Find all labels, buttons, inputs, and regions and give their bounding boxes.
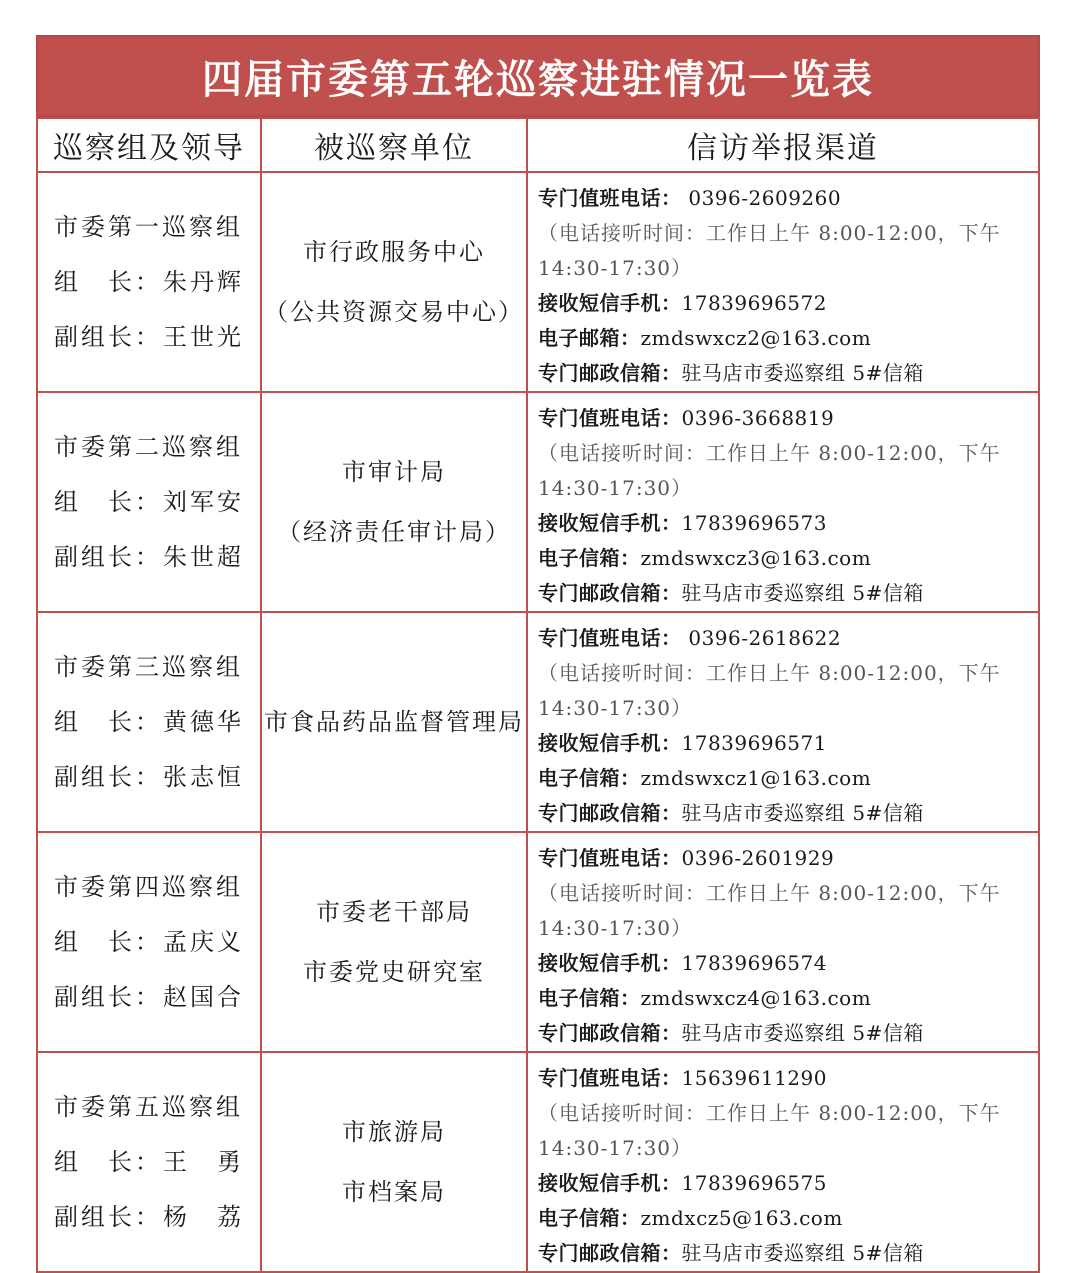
group-name: 市委第五巡察组 bbox=[54, 1092, 243, 1121]
sms-label: 接收短信手机： bbox=[538, 291, 682, 315]
deputy-label: 副组长： bbox=[54, 542, 162, 571]
inspection-table-sheet bbox=[36, 35, 1040, 1273]
table-row bbox=[37, 172, 1039, 392]
email-line bbox=[538, 981, 1030, 1016]
header-channels: 信访举报渠道 bbox=[527, 118, 1039, 172]
leader-label: 组 长： bbox=[54, 267, 162, 296]
deputy-label: 副组长： bbox=[54, 762, 162, 791]
leader-cell bbox=[37, 172, 261, 392]
leader-name: 朱丹辉 bbox=[163, 267, 244, 296]
deputy-name: 杨 荔 bbox=[163, 1202, 244, 1231]
phone-line bbox=[538, 401, 1030, 436]
channel-cell bbox=[527, 832, 1039, 1052]
phone-line bbox=[538, 1061, 1030, 1096]
phone-number: 0396-2618622 bbox=[681, 626, 842, 650]
sms-number: 17839696572 bbox=[681, 291, 827, 315]
deputy-label: 副组长： bbox=[54, 982, 162, 1011]
sms-line bbox=[538, 506, 1030, 541]
mailbox-label: 专门邮政信箱： bbox=[538, 1241, 682, 1265]
hours-line-2: 14:30-17:30） bbox=[538, 1136, 693, 1160]
table-row bbox=[37, 392, 1039, 612]
channel-cell bbox=[527, 172, 1039, 392]
mailbox-label: 专门邮政信箱： bbox=[538, 361, 682, 385]
deputy-label: 副组长： bbox=[54, 322, 162, 351]
mailbox-line bbox=[538, 796, 1030, 831]
mailbox-line bbox=[538, 1016, 1030, 1051]
sms-label: 接收短信手机： bbox=[538, 731, 682, 755]
table-row bbox=[37, 612, 1039, 832]
email-line bbox=[538, 761, 1030, 796]
mailbox-label: 专门邮政信箱： bbox=[538, 801, 682, 825]
sms-number: 17839696571 bbox=[681, 731, 827, 755]
leader-line bbox=[38, 915, 260, 970]
mailbox-address: 驻马店市委巡察组 5#信箱 bbox=[681, 361, 924, 385]
unit-name: 市旅游局 bbox=[342, 1118, 446, 1146]
leader-line bbox=[38, 255, 260, 310]
hours-line-1: （电话接听时间：工作日上午 8:00-12:00，下午 bbox=[538, 661, 1001, 685]
phone-number: 15639611290 bbox=[681, 1066, 827, 1090]
deputy-name: 王世光 bbox=[163, 322, 244, 351]
unit-name: 市委老干部局 bbox=[316, 898, 472, 926]
hours-line-2: 14:30-17:30） bbox=[538, 696, 693, 720]
leader-cell bbox=[37, 392, 261, 612]
sms-line bbox=[538, 286, 1030, 321]
sms-label: 接收短信手机： bbox=[538, 951, 682, 975]
header-leaders: 巡察组及领导 bbox=[37, 118, 261, 172]
unit-cell bbox=[261, 392, 527, 612]
email-address: zmdswxcz3@163.com bbox=[640, 546, 872, 570]
mailbox-line bbox=[538, 576, 1030, 611]
deputy-name: 赵国合 bbox=[163, 982, 244, 1011]
unit-name: 市档案局 bbox=[342, 1178, 446, 1206]
hours-line-1: （电话接听时间：工作日上午 8:00-12:00，下午 bbox=[538, 441, 1001, 465]
hours-line-1: （电话接听时间：工作日上午 8:00-12:00，下午 bbox=[538, 881, 1001, 905]
unit-cell bbox=[261, 832, 527, 1052]
mailbox-label: 专门邮政信箱： bbox=[538, 1021, 682, 1045]
deputy-line bbox=[38, 530, 260, 585]
deputy-line bbox=[38, 310, 260, 365]
unit-cell bbox=[261, 612, 527, 832]
sms-number: 17839696573 bbox=[681, 511, 827, 535]
email-label: 电子信箱： bbox=[538, 986, 641, 1010]
group-name-line bbox=[38, 860, 260, 915]
email-line bbox=[538, 1201, 1030, 1236]
sms-line bbox=[538, 1166, 1030, 1201]
email-address: zmdxcz5@163.com bbox=[640, 1206, 843, 1230]
sms-number: 17839696575 bbox=[681, 1171, 827, 1195]
leader-name: 王 勇 bbox=[163, 1147, 244, 1176]
mailbox-label: 专门邮政信箱： bbox=[538, 581, 682, 605]
sms-label: 接收短信手机： bbox=[538, 1171, 682, 1195]
leader-line bbox=[38, 1135, 260, 1190]
hours-line-1: （电话接听时间：工作日上午 8:00-12:00，下午 bbox=[538, 221, 1001, 245]
group-name: 市委第二巡察组 bbox=[54, 432, 243, 461]
channel-cell bbox=[527, 612, 1039, 832]
unit-cell bbox=[261, 1052, 527, 1272]
email-label: 电子信箱： bbox=[538, 1206, 641, 1230]
inspection-table bbox=[36, 117, 1040, 1273]
email-address: zmdswxcz4@163.com bbox=[640, 986, 872, 1010]
leader-line bbox=[38, 475, 260, 530]
hours-line-2: 14:30-17:30） bbox=[538, 256, 693, 280]
phone-label: 专门值班电话： bbox=[538, 1066, 682, 1090]
phone-number: 0396-2601929 bbox=[681, 846, 835, 870]
leader-cell bbox=[37, 612, 261, 832]
leader-label: 组 长： bbox=[54, 927, 162, 956]
email-label: 电子信箱： bbox=[538, 766, 641, 790]
mailbox-address: 驻马店市委巡察组 5#信箱 bbox=[681, 581, 924, 605]
leader-name: 孟庆义 bbox=[163, 927, 244, 956]
leader-cell bbox=[37, 832, 261, 1052]
sms-line bbox=[538, 946, 1030, 981]
leader-cell bbox=[37, 1052, 261, 1272]
group-name-line bbox=[38, 640, 260, 695]
group-name-line bbox=[38, 200, 260, 255]
hours-line-2: 14:30-17:30） bbox=[538, 916, 693, 940]
leader-label: 组 长： bbox=[54, 707, 162, 736]
leader-name: 刘军安 bbox=[163, 487, 244, 516]
channel-cell bbox=[527, 1052, 1039, 1272]
deputy-name: 张志恒 bbox=[163, 762, 244, 791]
deputy-line bbox=[38, 750, 260, 805]
phone-label: 专门值班电话： bbox=[538, 846, 682, 870]
unit-name: 市行政服务中心 bbox=[303, 238, 485, 266]
deputy-name: 朱世超 bbox=[163, 542, 244, 571]
mailbox-address: 驻马店市委巡察组 5#信箱 bbox=[681, 801, 924, 825]
group-name: 市委第一巡察组 bbox=[54, 212, 243, 241]
unit-name: （公共资源交易中心） bbox=[264, 298, 524, 326]
leader-label: 组 长： bbox=[54, 1147, 162, 1176]
group-name: 市委第三巡察组 bbox=[54, 652, 243, 681]
email-label: 电子邮箱： bbox=[538, 326, 641, 350]
hours-line-2: 14:30-17:30） bbox=[538, 476, 693, 500]
group-name-line bbox=[38, 1080, 260, 1135]
table-row bbox=[37, 832, 1039, 1052]
deputy-label: 副组长： bbox=[54, 1202, 162, 1231]
group-name: 市委第四巡察组 bbox=[54, 872, 243, 901]
hours-line-1: （电话接听时间：工作日上午 8:00-12:00，下午 bbox=[538, 1101, 1001, 1125]
unit-name: （经济责任审计局） bbox=[277, 518, 511, 546]
mailbox-address: 驻马店市委巡察组 5#信箱 bbox=[681, 1021, 924, 1045]
email-line bbox=[538, 541, 1030, 576]
unit-name: 市食品药品监督管理局 bbox=[264, 708, 524, 736]
sms-line bbox=[538, 726, 1030, 761]
channel-cell bbox=[527, 392, 1039, 612]
sms-label: 接收短信手机： bbox=[538, 511, 682, 535]
phone-line bbox=[538, 181, 1030, 216]
header-row bbox=[37, 118, 1039, 172]
mailbox-line bbox=[538, 356, 1030, 391]
unit-cell bbox=[261, 172, 527, 392]
header-units: 被巡察单位 bbox=[261, 118, 527, 172]
table-title: 四届市委第五轮巡察进驻情况一览表 bbox=[36, 35, 1040, 117]
email-address: zmdswxcz1@163.com bbox=[640, 766, 872, 790]
phone-line bbox=[538, 621, 1030, 656]
phone-label: 专门值班电话： bbox=[538, 406, 682, 430]
unit-name: 市委党史研究室 bbox=[303, 958, 485, 986]
unit-name: 市审计局 bbox=[342, 458, 446, 486]
leader-name: 黄德华 bbox=[163, 707, 244, 736]
leader-label: 组 长： bbox=[54, 487, 162, 516]
deputy-line bbox=[38, 1190, 260, 1245]
sms-number: 17839696574 bbox=[681, 951, 827, 975]
email-label: 电子信箱： bbox=[538, 546, 641, 570]
group-name-line bbox=[38, 420, 260, 475]
phone-number: 0396-2609260 bbox=[681, 186, 842, 210]
phone-label: 专门值班电话： bbox=[538, 186, 682, 210]
deputy-line bbox=[38, 970, 260, 1025]
phone-label: 专门值班电话： bbox=[538, 626, 682, 650]
leader-line bbox=[38, 695, 260, 750]
email-line bbox=[538, 321, 1030, 356]
mailbox-address: 驻马店市委巡察组 5#信箱 bbox=[681, 1241, 924, 1265]
email-address: zmdswxcz2@163.com bbox=[640, 326, 872, 350]
phone-line bbox=[538, 841, 1030, 876]
phone-number: 0396-3668819 bbox=[681, 406, 835, 430]
table-row bbox=[37, 1052, 1039, 1272]
